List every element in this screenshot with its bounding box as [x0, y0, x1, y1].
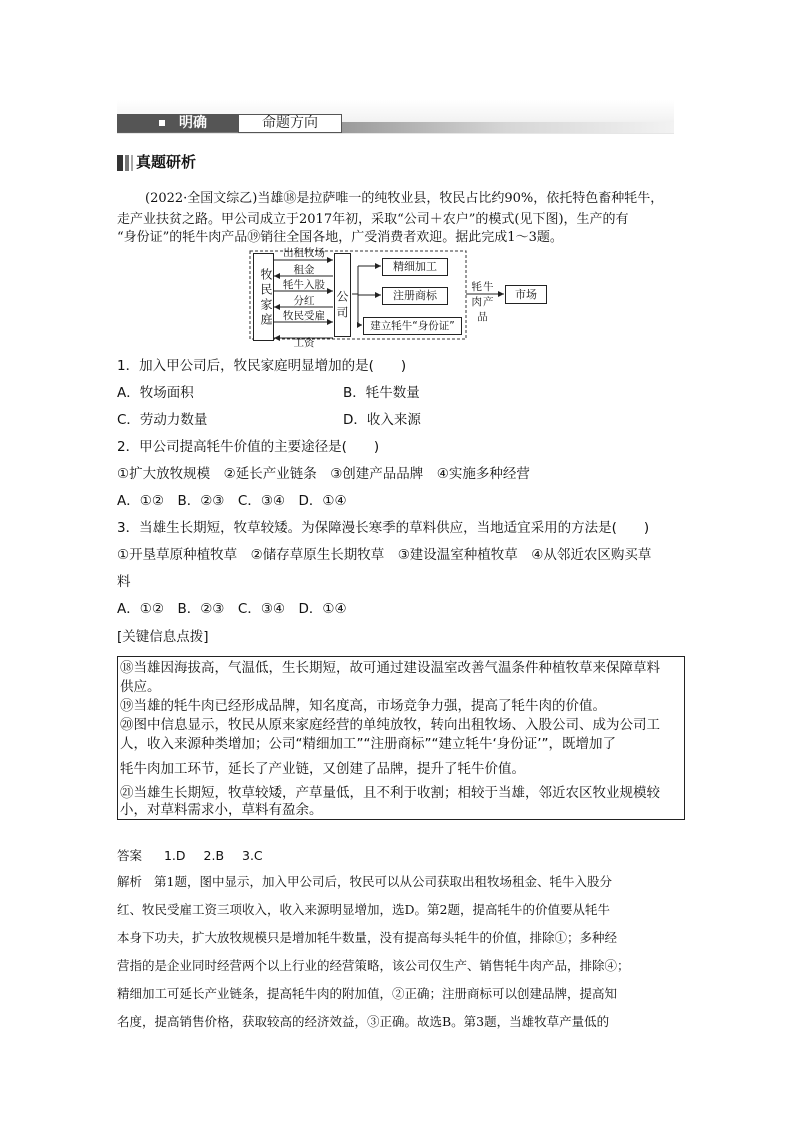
- answer-label: 答案: [117, 848, 143, 863]
- analysis-line: [117, 872, 612, 891]
- market-box: 市场: [505, 285, 547, 304]
- intro-line-3: “身份证”的牦牛肉产品⑲销往全国各地，广受消费者欢迎。据此完成1～3题。: [117, 230, 563, 245]
- analysis-line: 营指的是企业同时经营两个以上行业的经营策略，该公司仅生产、销售牦牛肉产品，排除④；: [117, 958, 630, 973]
- flow-label-dividend: 分红: [293, 295, 315, 307]
- question-3-items-line-2: 料: [117, 574, 131, 590]
- company-box: 公司: [334, 253, 351, 337]
- flow-label-employed: 牧民受雇: [283, 310, 325, 322]
- answer-item: 1.D: [163, 848, 186, 863]
- flow-diagram: [0, 0, 794, 360]
- analysis-line: 本身下功夫，扩大放牧规模只是增加牦牛数量，没有提高每头牦牛的价值，排除①；多种经: [117, 930, 618, 945]
- key-info-line: 牦牛肉加工环节，延长了产业链，又创建了品牌，提升了牦牛价值。: [120, 761, 525, 777]
- key-info-line: ⑱当雄因海拔高，气温低，生长期短，故可通过建设温室改善气温条件种植牧草来保障草料: [120, 660, 660, 676]
- process-box-trademark: 注册商标: [382, 287, 448, 305]
- header-tag-sub: 命题方向: [238, 114, 342, 133]
- family-box: 牧民家庭: [253, 253, 274, 341]
- question-3-stem: 3．当雄生长期短，牧草较矮。为保障漫长寒季的草料供应，当地适宜采用的方法是( ): [117, 520, 650, 536]
- question-2-choices: A．①② B．②③ C．③④ D．①④: [117, 493, 347, 509]
- analysis-text: 第1题，图中显示，加入甲公司后，牧民可以从公司获取出租牧场租金、牦牛入股分: [154, 874, 612, 889]
- question-3-items-line-1: ①开垦草原种植牧草 ②储存草原生长期牧草 ③建设温室种植牧草 ④从邻近农区购买草: [117, 547, 652, 563]
- key-info-line: ㉑当雄生长期短，牧草较矮，产草量低，且不利于收割；相较于当雄，邻近农区牧业规模较: [120, 785, 660, 801]
- question-1-option-d: D．收入来源: [343, 412, 421, 428]
- process-box-yak-id: 建立牦牛“身份证”: [363, 317, 462, 335]
- flow-label-rent: 租金: [293, 264, 315, 276]
- key-info-line: 供应。: [120, 679, 161, 695]
- diagram-connector-lines: [0, 0, 794, 360]
- product-label: 牦牛肉产品: [471, 281, 495, 323]
- key-info-heading: [关键信息点拨]: [117, 629, 209, 645]
- intro-line-1-text: 当雄⑱是拉萨唯一的纯牧业县，牧民占比约90%，依托特色畜种牦牛，: [257, 191, 664, 206]
- question-1-option-c: C．劳动力数量: [117, 412, 208, 428]
- question-3-choices: A．①② B．②③ C．③④ D．①④: [117, 601, 347, 617]
- analysis-label: 解析: [117, 874, 143, 889]
- process-box-processing: 精细加工: [382, 258, 448, 276]
- section-title: 真题研析: [136, 153, 197, 171]
- analysis-line: 名度，提高销售价格，获取较高的经济效益，③正确。故选B。第3题，当雄牧草产量低的: [117, 1014, 610, 1029]
- key-info-line: ⑳图中信息显示，牧民从原来家庭经营的单纯放牧，转向出租牧场、入股公司、成为公司工: [120, 717, 660, 733]
- flow-label-wages: 工资: [293, 337, 315, 349]
- analysis-line: 精细加工可延长产业链条，提高牦牛肉的附加值，②正确；注册商标可以创建品牌，提高知: [117, 986, 618, 1001]
- intro-source: (2022·全国文综乙): [145, 191, 258, 206]
- flow-label-rent-pasture: 出租牧场: [283, 247, 325, 259]
- key-info-line: 人，收入来源种类增加；公司“精细加工”“注册商标”“建立牦牛‘身份证’”，既增加了: [120, 736, 617, 752]
- answer-item: 2.B: [203, 848, 225, 863]
- analysis-line: 红、牧民受雇工资三项收入，收入来源明显增加，选D。第2题，提高牦牛的价值要从牦牛: [117, 902, 610, 917]
- answer-line: [117, 846, 263, 865]
- flow-label-yak-shares: 牦牛入股: [283, 279, 325, 291]
- question-2-stem: 2．甲公司提高牦牛价值的主要途径是( ): [117, 439, 380, 455]
- question-1-stem: 1．加入甲公司后，牧民家庭明显增加的是( ): [117, 358, 407, 374]
- key-info-line: 小，对草料需求小，草料有盈余。: [120, 802, 323, 818]
- question-1-option-b: B．牦牛数量: [343, 385, 420, 401]
- key-info-line: ⑲当雄的牦牛肉已经形成品牌，知名度高，市场竞争力强，提高了牦牛肉的价值。: [120, 698, 606, 714]
- answer-item: 3.C: [242, 848, 263, 863]
- header-tag-main-label: 明确: [179, 115, 207, 131]
- intro-line-2: 走产业扶贫之路。甲公司成立于2017年初，采取“公司＋农户”的模式(见下图)，生产的有: [117, 212, 629, 227]
- question-2-items: ①扩大放牧规模 ②延长产业链条 ③创建产品品牌 ④实施多种经营: [117, 466, 530, 482]
- question-1-option-a: A．牧场面积: [117, 385, 194, 401]
